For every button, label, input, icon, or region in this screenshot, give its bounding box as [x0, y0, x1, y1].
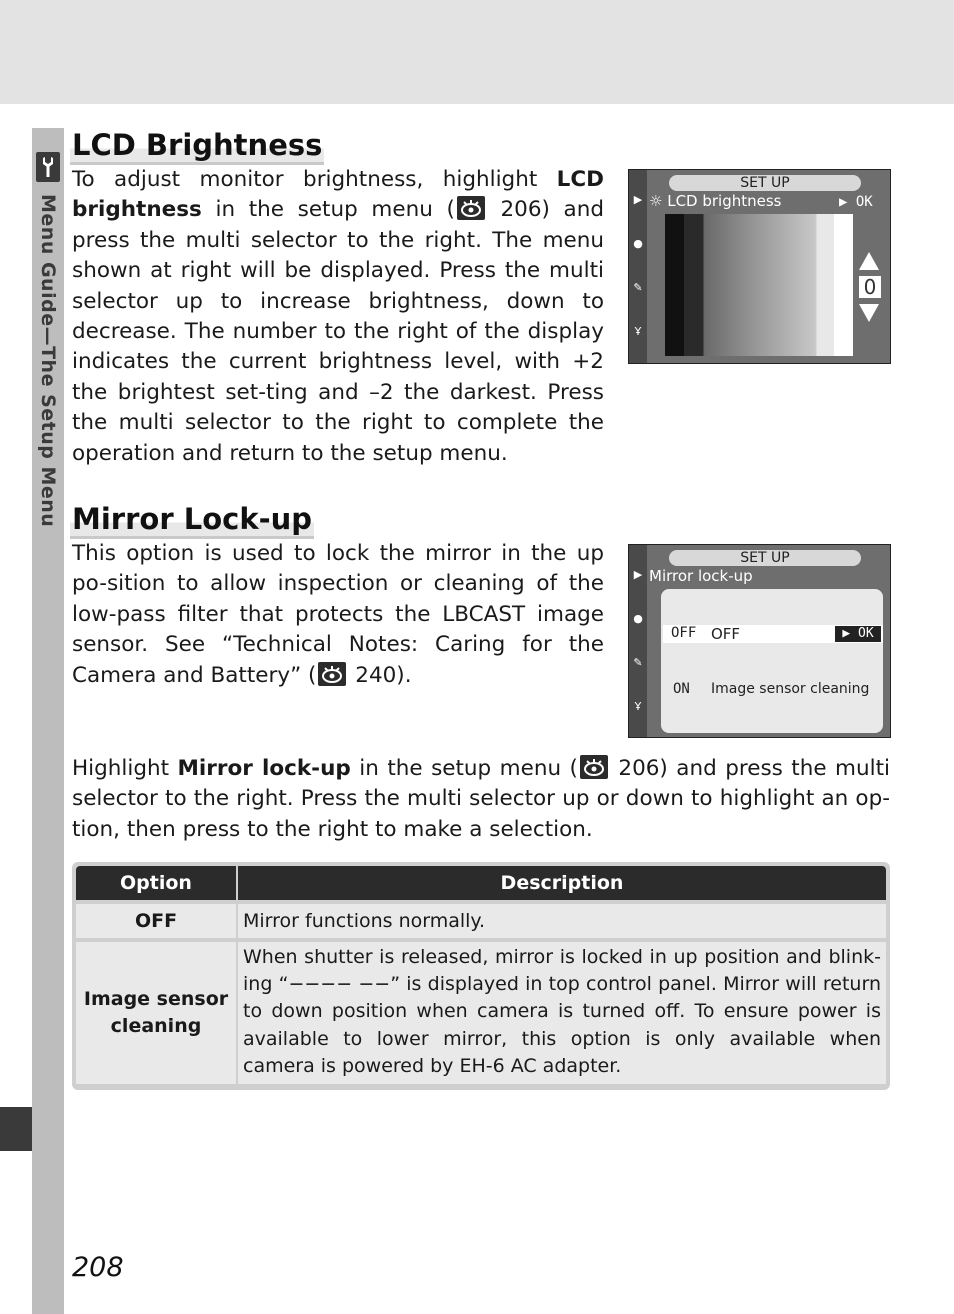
reference-icon: [457, 196, 485, 220]
page-number: 208: [72, 1252, 124, 1283]
pencil-icon: ✎: [633, 656, 643, 669]
side-label: Menu Guide—The Setup Menu: [37, 194, 59, 528]
camera-icon: ●: [633, 237, 643, 250]
wrench-icon: Ұ: [634, 325, 642, 338]
table-cell-option: OFF: [76, 904, 236, 938]
table-cell-description: When shutter is released, mirror is locked in up position and blink-ing “−−−− −−” is displayed in top control panel. Mirror will return to down position when camera is turned off. To ensure power is available to lower mirror, this option is only available when camera is powered by EH-6 AC adapter.: [238, 942, 886, 1084]
lcd-brightness-paragraph: To adjust monitor brightness, highlight LCD brightness in the setup menu ( 206) and press the multi selector to the right. The menu shown at right will be displayed. Press the multi selector up to increase brightness, down to decrease. The number to the right of the display indicates the current brightness level, with +2 the brightest set-ting and –2 the darkest. Press the multi selector to the right to complete the operation and return to the setup menu.: [72, 167, 605, 466]
wrench-icon: [36, 152, 60, 182]
lcd-brightness-heading: LCD Brightness: [70, 128, 324, 165]
wrench-icon: Ұ: [634, 700, 642, 713]
ok-label: ▶ OK: [835, 626, 881, 642]
options-panel: [661, 589, 883, 733]
reference-icon: [318, 662, 346, 686]
screen-title: Mirror lock-up: [649, 567, 753, 585]
table-cell-option: [76, 942, 236, 1084]
ok-label: ▶ OK: [839, 194, 873, 210]
option-label: Image sensor cleaning: [83, 988, 229, 1037]
option-off-code: OFF: [671, 625, 697, 641]
arrow-down-icon: [859, 304, 879, 322]
option-on-label: Image sensor cleaning: [711, 681, 870, 697]
table-cell-description: Mirror functions normally.: [238, 904, 886, 938]
side-tab-marker: [0, 1107, 32, 1151]
options-table: [72, 862, 890, 1090]
mirror-lockup-screen: [628, 544, 891, 738]
pencil-icon: ✎: [633, 281, 643, 294]
menu-tabs: [629, 545, 647, 737]
playback-icon: ▶: [633, 568, 643, 581]
lcd-brightness-screen: [628, 169, 891, 364]
menu-tabs: [629, 170, 647, 363]
bold-term: LCD brightness: [72, 167, 604, 223]
option-off-label: OFF: [711, 625, 741, 643]
table-header-option: Option: [76, 866, 236, 900]
arrow-up-icon: [859, 252, 879, 270]
brightness-gradient: [665, 214, 853, 356]
playback-icon: ▶: [633, 193, 643, 206]
reference-icon: [580, 755, 608, 779]
camera-icon: ●: [633, 612, 643, 625]
screen-title: ☼ LCD brightness: [649, 192, 782, 210]
bold-term: Mirror lock-up: [177, 756, 351, 781]
mirror-lockup-paragraph: This option is used to lock the mirror in the up po-sition to allow inspection or cleaning of the low-pass filter that protects the LBCAST image sensor. See “Technical Notes: Caring for the Camera and Battery” ( 240).: [72, 541, 604, 688]
setup-header: SET UP: [669, 550, 861, 566]
mirror-lockup-heading: Mirror Lock-up: [70, 502, 314, 539]
top-band: [0, 0, 954, 104]
setup-header: SET UP: [669, 175, 861, 191]
option-on-code: ON: [673, 681, 690, 697]
brightness-level: 0: [859, 276, 881, 298]
mirror-lockup-instructions: Highlight Mirror lock-up in the setup menu ( 206) and press the multi selector to the right. Press the multi selector up or down to highlight an op-tion, then press to the right to make a selection.: [72, 756, 890, 842]
table-header-description: Description: [238, 866, 886, 900]
